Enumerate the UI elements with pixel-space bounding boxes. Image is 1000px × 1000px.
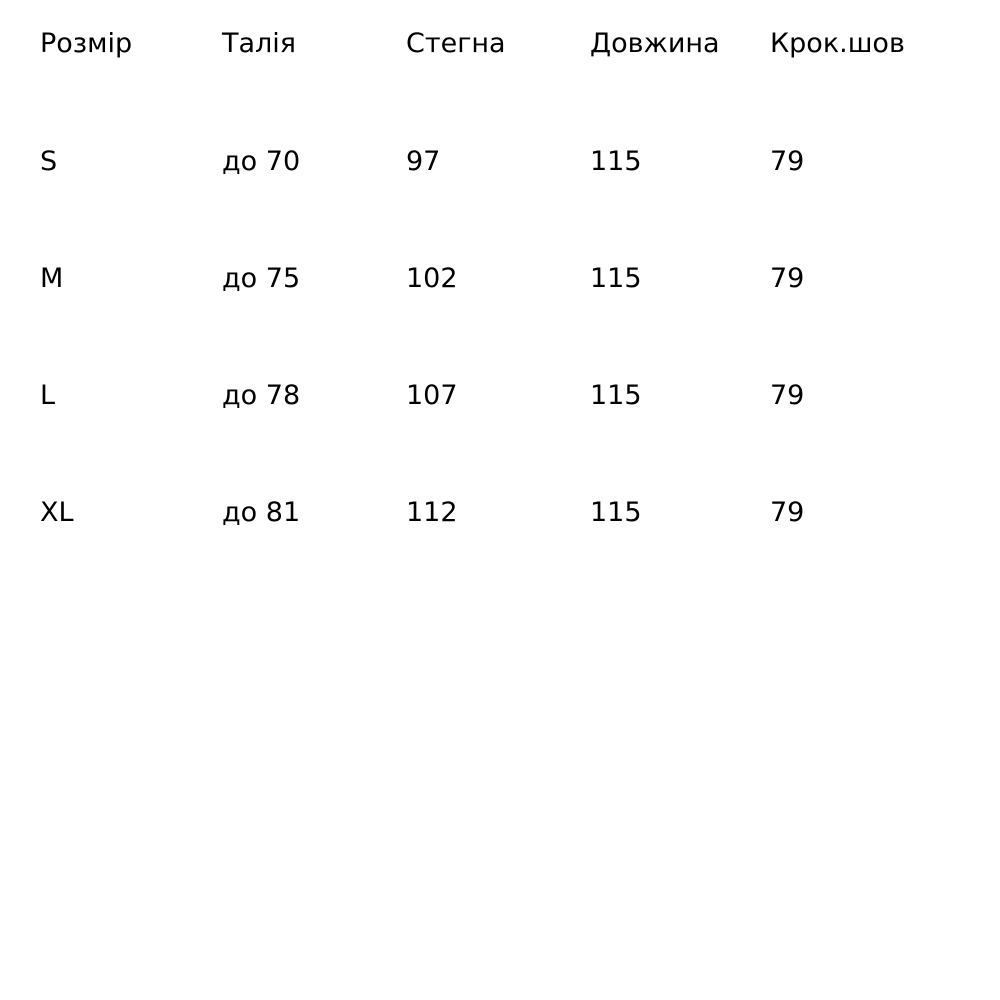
cell-size: M: [40, 263, 64, 294]
table-body: [40, 146, 960, 529]
column-header-size: Розмір: [40, 28, 133, 59]
cell-waist: до 78: [222, 380, 301, 411]
cell-hips: 107: [406, 380, 458, 411]
table-header: [40, 28, 960, 146]
cell-hips: 102: [406, 263, 458, 294]
cell-size: S: [40, 146, 58, 177]
cell-length: 115: [590, 146, 642, 177]
cell-length: 115: [590, 263, 642, 294]
cell-inseam: 79: [770, 497, 805, 528]
cell-waist: до 81: [222, 497, 301, 528]
table-row: [40, 146, 960, 263]
cell-hips: 112: [406, 497, 458, 528]
column-header-waist: Талія: [222, 28, 297, 59]
column-header-hips: Стегна: [406, 28, 506, 59]
cell-length: 115: [590, 380, 642, 411]
table-row: [40, 263, 960, 380]
cell-waist: до 70: [222, 146, 301, 177]
column-header-length: Довжина: [590, 28, 720, 59]
cell-hips: 97: [406, 146, 441, 177]
table-row: [40, 380, 960, 497]
cell-inseam: 79: [770, 380, 805, 411]
cell-inseam: 79: [770, 263, 805, 294]
cell-size: L: [40, 380, 56, 411]
column-header-inseam: Крок.шов: [770, 28, 905, 59]
table-header-row: [40, 28, 960, 146]
size-chart-table: [40, 28, 960, 529]
cell-inseam: 79: [770, 146, 805, 177]
cell-waist: до 75: [222, 263, 301, 294]
table-row: [40, 497, 960, 529]
cell-size: XL: [40, 497, 74, 528]
cell-length: 115: [590, 497, 642, 528]
